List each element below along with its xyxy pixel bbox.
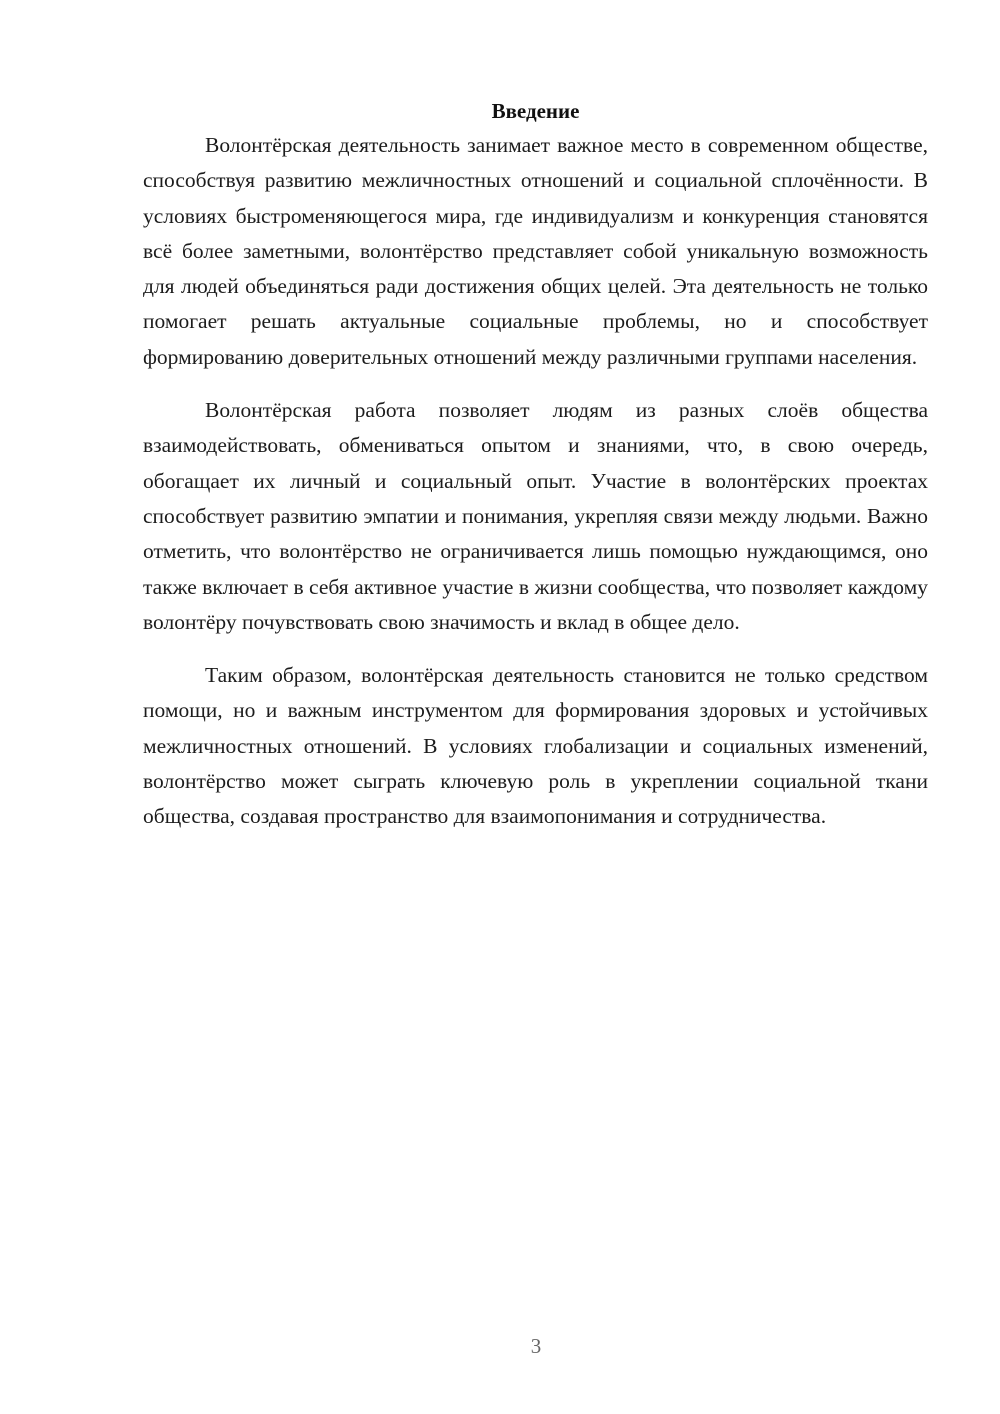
section-title: Введение [491,99,580,123]
page-number: 3 [530,1334,542,1358]
paragraph-2: Волонтёрская работа позволяет людям из разных слоёв общества взаимодействовать, обмениваться опытом и знаниями, что, в свою очередь, обогащает их личный и социальный опыт. Участие в волонтёрских проектах способствует развитию эмпатии и понимания, укрепляя связи между людьми. Важно отметить, что волонтёрство не ограничивается лишь помощью нуждающимся, оно также включает в себя активное участие в жизни сообщества, что позволяет каждому волонтёру почувствовать свою значимость и вклад в общее дело. [143,398,928,634]
paragraph-3: Таким образом, волонтёрская деятельность становится не только средством помощи, но и важным инструментом для формирования здоровых и устойчивых межличностных отношений. В условиях глобализации и социальных изменений, волонтёрство может сыграть ключевую роль в укреплении социальной ткани общества, создавая пространство для взаимопонимания и сотрудничества. [143,663,928,829]
paragraph-1: Волонтёрская деятельность занимает важное место в современном обществе, способствуя развитию межличностных отношений и социальной сплочённости. В условиях быстроменяющегося мира, где индивидуализм и конкуренция становятся всё более заметными, волонтёрство представляет собой уникальную возможность для людей объединяться ради достижения общих целей. Эта деятельность не только помогает решать актуальные социальные проблемы, но и способствует формированию доверительных отношений между различными группами населения. [143,133,928,369]
page-content [143,96,928,853]
